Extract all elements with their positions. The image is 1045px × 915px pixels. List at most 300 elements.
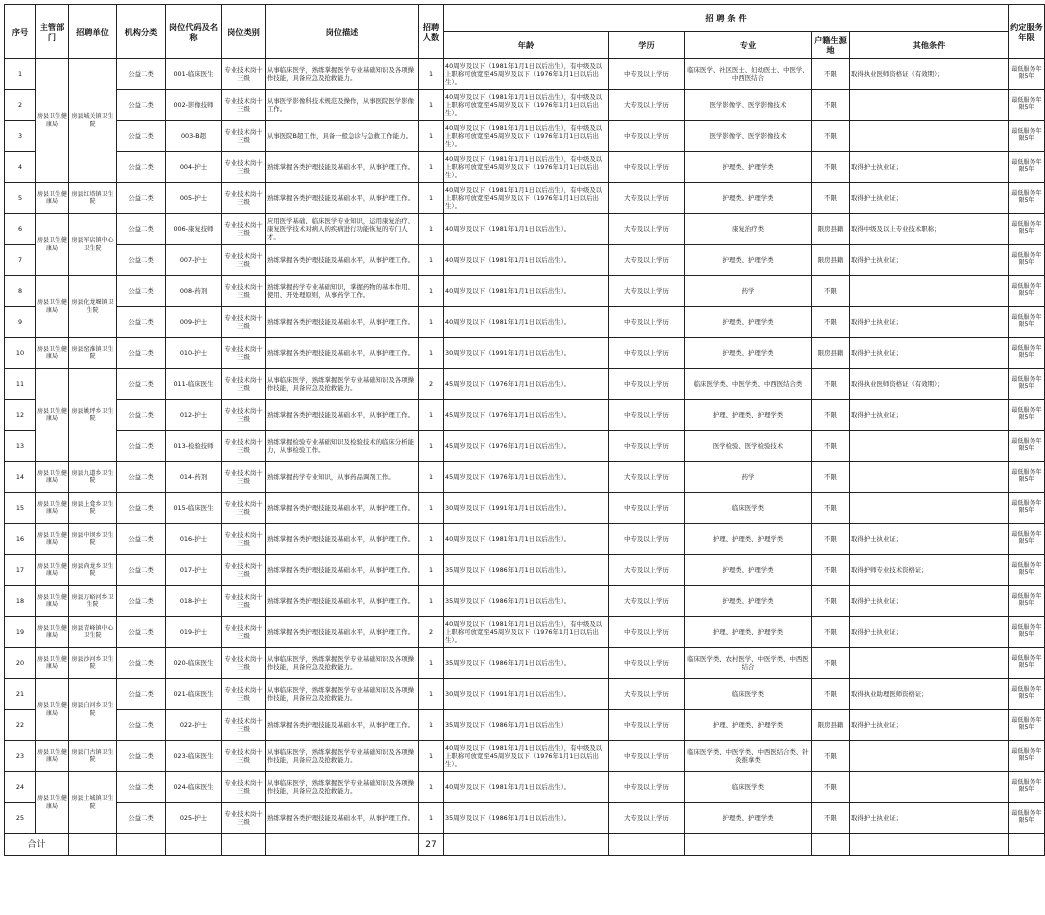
cell-major: 护理、护理类、护理学类 (685, 710, 812, 741)
cell-hukou: 不限 (812, 679, 850, 710)
cell-code: 007-护士 (166, 245, 222, 276)
cell-type: 专业技术岗十三级 (222, 462, 266, 493)
cell-code: 004-护士 (166, 152, 222, 183)
cell-seq: 12 (5, 400, 36, 431)
cell-seq: 15 (5, 493, 36, 524)
header-age: 年龄 (444, 32, 609, 59)
cell-edu: 中专及以上学历 (609, 524, 685, 555)
cell-edu: 大专及以上学历 (609, 245, 685, 276)
cell-edu: 中专及以上学历 (609, 617, 685, 648)
cell-count: 1 (419, 741, 444, 772)
table-row (5, 152, 1045, 183)
table-row (5, 59, 1045, 90)
total-empty-cell (685, 834, 812, 856)
cell-type: 专业技术岗十三级 (222, 121, 266, 152)
cell-type: 专业技术岗十三级 (222, 369, 266, 400)
cell-unit: 房县土城镇卫生院 (69, 772, 117, 834)
cell-service: 最低服务年限5年 (1009, 369, 1045, 400)
header-edu: 学历 (609, 32, 685, 59)
cell-edu: 大专及以上学历 (609, 462, 685, 493)
cell-code: 011-临床医生 (166, 369, 222, 400)
cell-major: 临床医学类 (685, 493, 812, 524)
cell-other: 取得护士执业证； (850, 152, 1009, 183)
cell-unit: 房县九道乡卫生院 (69, 462, 117, 493)
cell-other: 取得护士执业证； (850, 183, 1009, 214)
cell-major: 医学影像学、医学影像技术 (685, 121, 812, 152)
cell-code: 022-护士 (166, 710, 222, 741)
cell-type: 专业技术岗十三级 (222, 59, 266, 90)
cell-count: 1 (419, 276, 444, 307)
table-row (5, 803, 1045, 834)
cell-dept: 房县卫生健康局 (36, 276, 69, 338)
cell-desc: 应用医学基础、临床医学专业知识，运用康复治疗、康复医学技术对病人的疾病进行功能恢复的专门人才。 (266, 214, 419, 245)
cell-count: 1 (419, 121, 444, 152)
cell-hukou: 不限 (812, 59, 850, 90)
cell-dept: 房县卫生健康局 (36, 59, 69, 183)
cell-count: 1 (419, 307, 444, 338)
cell-dept: 房县卫生健康局 (36, 183, 69, 214)
table-row (5, 772, 1045, 803)
cell-major: 临床医学类 (685, 772, 812, 803)
cell-major: 护理类、护理学类 (685, 245, 812, 276)
cell-desc: 熟练掌握检验专业基础知识及检验技术的临床分析能力，从事检验工作。 (266, 431, 419, 462)
cell-category: 公益二类 (117, 586, 166, 617)
cell-type: 专业技术岗十三级 (222, 493, 266, 524)
cell-hukou: 不限 (812, 586, 850, 617)
cell-age: 40周岁及以下（1981年1月1日以后出生），有中级及以上职称可放宽至45周岁及以下（1976年1月1日以后出生）。 (444, 90, 609, 121)
cell-hukou: 不限 (812, 183, 850, 214)
cell-major: 护理类、护理学类 (685, 183, 812, 214)
cell-dept: 房县卫生健康局 (36, 679, 69, 741)
cell-code: 002-影像技师 (166, 90, 222, 121)
cell-dept: 房县卫生健康局 (36, 555, 69, 586)
cell-category: 公益二类 (117, 555, 166, 586)
cell-seq: 4 (5, 152, 36, 183)
cell-edu: 大专及以上学历 (609, 679, 685, 710)
cell-service: 最低服务年限5年 (1009, 493, 1045, 524)
cell-type: 专业技术岗十三级 (222, 648, 266, 679)
cell-seq: 7 (5, 245, 36, 276)
cell-other: 取得护士执业证； (850, 400, 1009, 431)
table-row (5, 276, 1045, 307)
cell-code: 025-护士 (166, 803, 222, 834)
total-row (5, 834, 1045, 856)
cell-edu: 中专及以上学历 (609, 307, 685, 338)
table-row (5, 648, 1045, 679)
cell-dept: 房县卫生健康局 (36, 524, 69, 555)
cell-count: 1 (419, 555, 444, 586)
recruitment-sheet (4, 4, 1045, 856)
cell-seq: 17 (5, 555, 36, 586)
cell-dept: 房县卫生健康局 (36, 741, 69, 772)
cell-unit: 房县青峰镇中心卫生院 (69, 617, 117, 648)
header-hukou: 户籍生源地 (812, 32, 850, 59)
cell-category: 公益二类 (117, 679, 166, 710)
cell-type: 专业技术岗十三级 (222, 276, 266, 307)
cell-service: 最低服务年限5年 (1009, 524, 1045, 555)
header-code: 岗位代码及名称 (166, 5, 222, 59)
cell-dept: 房县卫生健康局 (36, 369, 69, 462)
cell-seq: 6 (5, 214, 36, 245)
cell-category: 公益二类 (117, 276, 166, 307)
header-unit: 招聘单位 (69, 5, 117, 59)
table-row (5, 369, 1045, 400)
cell-desc: 从事临床医学，熟练掌握医学专业基础知识及各项操作技能，具备应急及抢救能力。 (266, 369, 419, 400)
total-empty-cell (117, 834, 166, 856)
cell-dept: 房县卫生健康局 (36, 493, 69, 524)
cell-hukou: 限房县籍 (812, 710, 850, 741)
cell-type: 专业技术岗十三级 (222, 90, 266, 121)
cell-dept: 房县卫生健康局 (36, 648, 69, 679)
cell-service: 最低服务年限5年 (1009, 90, 1045, 121)
cell-other: 取得护士执业证； (850, 338, 1009, 369)
cell-age: 45周岁及以下（1976年1月1日以后出生）。 (444, 462, 609, 493)
cell-type: 专业技术岗十三级 (222, 307, 266, 338)
cell-age: 45周岁及以下（1976年1月1日以后出生）。 (444, 369, 609, 400)
cell-category: 公益二类 (117, 90, 166, 121)
cell-type: 专业技术岗十三级 (222, 338, 266, 369)
cell-code: 010-护士 (166, 338, 222, 369)
header-conditions: 招 聘 条 件 (444, 5, 1009, 32)
cell-service: 最低服务年限5年 (1009, 462, 1045, 493)
table-row (5, 586, 1045, 617)
cell-type: 专业技术岗十三级 (222, 586, 266, 617)
cell-category: 公益二类 (117, 803, 166, 834)
cell-service: 最低服务年限5年 (1009, 679, 1045, 710)
cell-major: 护理、护理类、护理学类 (685, 617, 812, 648)
cell-count: 1 (419, 524, 444, 555)
cell-age: 40周岁及以下（1981年1月1日以后出生）。 (444, 307, 609, 338)
cell-service: 最低服务年限5年 (1009, 648, 1045, 679)
cell-count: 2 (419, 369, 444, 400)
cell-edu: 中专及以上学历 (609, 772, 685, 803)
cell-dept: 房县卫生健康局 (36, 772, 69, 834)
cell-edu: 中专及以上学历 (609, 369, 685, 400)
cell-desc: 从事医院B超工作，具备一般急诊与急救工作能力。 (266, 121, 419, 152)
cell-code: 020-临床医生 (166, 648, 222, 679)
cell-seq: 16 (5, 524, 36, 555)
cell-seq: 3 (5, 121, 36, 152)
cell-age: 35周岁及以下（1986年1月1日以后出生）。 (444, 648, 609, 679)
cell-type: 专业技术岗十三级 (222, 617, 266, 648)
cell-count: 1 (419, 431, 444, 462)
cell-count: 1 (419, 245, 444, 276)
total-empty-cell (222, 834, 266, 856)
cell-hukou: 不限 (812, 400, 850, 431)
table-row (5, 710, 1045, 741)
cell-seq: 14 (5, 462, 36, 493)
cell-dept: 房县卫生健康局 (36, 338, 69, 369)
cell-unit: 房县尚龙乡卫生院 (69, 555, 117, 586)
cell-count: 1 (419, 152, 444, 183)
cell-age: 35周岁及以下（1986年1月1日以后出生）。 (444, 555, 609, 586)
cell-major: 护理类、护理学类 (685, 152, 812, 183)
header-other: 其他条件 (850, 32, 1009, 59)
cell-edu: 中专及以上学历 (609, 710, 685, 741)
cell-unit: 房县窑淮镇卫生院 (69, 338, 117, 369)
total-empty-cell (444, 834, 609, 856)
cell-age: 40周岁及以下（1981年1月1日以后出生），有中级及以上职称可放宽至45周岁及以下（1976年1月1日以后出生）。 (444, 741, 609, 772)
cell-hukou: 不限 (812, 493, 850, 524)
cell-seq: 11 (5, 369, 36, 400)
cell-category: 公益二类 (117, 245, 166, 276)
cell-desc: 从事临床医学，熟练掌握医学专业基础知识及各项操作技能，具备应急及抢救能力。 (266, 772, 419, 803)
cell-desc: 熟练掌握各类护理技能及基础水平，从事护理工作。 (266, 803, 419, 834)
cell-edu: 大专及以上学历 (609, 183, 685, 214)
cell-service: 最低服务年限5年 (1009, 803, 1045, 834)
cell-edu: 中专及以上学历 (609, 493, 685, 524)
cell-code: 014-药剂 (166, 462, 222, 493)
cell-age: 40周岁及以下（1981年1月1日以后出生）。 (444, 524, 609, 555)
cell-code: 016-护士 (166, 524, 222, 555)
cell-major: 临床医学类、中医学类、中西医结合类 (685, 369, 812, 400)
table-row (5, 90, 1045, 121)
cell-category: 公益二类 (117, 214, 166, 245)
cell-age: 45周岁及以下（1976年1月1日以后出生）。 (444, 431, 609, 462)
cell-service: 最低服务年限5年 (1009, 772, 1045, 803)
cell-age: 40周岁及以下（1981年1月1日以后出生），有中级及以上职称可放宽至45周岁及以下（1976年1月1日以后出生）。 (444, 121, 609, 152)
cell-other: 取得执业医师资格证（有效期）； (850, 59, 1009, 90)
cell-desc: 熟练掌握各类护理技能及基础水平，从事护理工作。 (266, 183, 419, 214)
cell-service: 最低服务年限5年 (1009, 431, 1045, 462)
table-row (5, 307, 1045, 338)
cell-code: 015-临床医生 (166, 493, 222, 524)
cell-hukou: 不限 (812, 307, 850, 338)
cell-category: 公益二类 (117, 369, 166, 400)
cell-count: 1 (419, 183, 444, 214)
cell-age: 30周岁及以下（1991年1月1日以后出生）。 (444, 679, 609, 710)
table-row (5, 462, 1045, 493)
cell-type: 专业技术岗十三级 (222, 183, 266, 214)
cell-desc: 熟练掌握药学专业知识，从事药品调剂工作。 (266, 462, 419, 493)
cell-other (850, 493, 1009, 524)
cell-major: 护理、护理类、护理学类 (685, 524, 812, 555)
cell-major: 护理、护理类、护理学类 (685, 400, 812, 431)
table-row (5, 617, 1045, 648)
cell-other: 取得护士执业证； (850, 710, 1009, 741)
cell-other: 取得护士执业证； (850, 524, 1009, 555)
cell-dept: 房县卫生健康局 (36, 617, 69, 648)
cell-seq: 25 (5, 803, 36, 834)
cell-desc: 从事临床医学，熟练掌握医学专业基础知识及各项操作技能，具备应急及抢救能力。 (266, 59, 419, 90)
cell-count: 1 (419, 214, 444, 245)
cell-hukou: 不限 (812, 90, 850, 121)
header-count: 招聘人数 (419, 5, 444, 59)
cell-unit: 房县化龙堰镇卫生院 (69, 276, 117, 338)
cell-seq: 13 (5, 431, 36, 462)
cell-hukou: 不限 (812, 555, 850, 586)
cell-age: 40周岁及以下（1981年1月1日以后出生），有中级及以上职称可放宽至45周岁及以下（1976年1月1日以后出生）。 (444, 152, 609, 183)
cell-hukou: 限房县籍 (812, 338, 850, 369)
header-major: 专业 (685, 32, 812, 59)
cell-service: 最低服务年限5年 (1009, 152, 1045, 183)
cell-edu: 中专及以上学历 (609, 741, 685, 772)
cell-desc: 熟练掌握各类护理技能及基础水平，从事护理工作。 (266, 586, 419, 617)
cell-seq: 22 (5, 710, 36, 741)
cell-other (850, 462, 1009, 493)
cell-seq: 23 (5, 741, 36, 772)
cell-other: 取得执业医师资格证（有效期）； (850, 369, 1009, 400)
cell-major: 护理类、护理学类 (685, 803, 812, 834)
header-type: 岗位类别 (222, 5, 266, 59)
cell-category: 公益二类 (117, 183, 166, 214)
cell-type: 专业技术岗十三级 (222, 679, 266, 710)
cell-age: 40周岁及以下（1981年1月1日以后出生），有中级及以上职称可放宽至45周岁及以下（1976年1月1日以后出生）。 (444, 617, 609, 648)
cell-count: 1 (419, 462, 444, 493)
cell-age: 40周岁及以下（1981年1月1日以后出生）。 (444, 772, 609, 803)
cell-count: 1 (419, 772, 444, 803)
cell-edu: 大专及以上学历 (609, 586, 685, 617)
cell-major: 医学影像学、医学影像技术 (685, 90, 812, 121)
cell-category: 公益二类 (117, 493, 166, 524)
cell-seq: 21 (5, 679, 36, 710)
cell-hukou: 不限 (812, 772, 850, 803)
cell-hukou: 不限 (812, 648, 850, 679)
cell-desc: 熟练掌握各类护理技能及基础水平，从事护理工作。 (266, 400, 419, 431)
cell-seq: 19 (5, 617, 36, 648)
cell-age: 40周岁及以下（1981年1月1日以后出生）。 (444, 276, 609, 307)
cell-other: 取得护士执业证； (850, 617, 1009, 648)
cell-category: 公益二类 (117, 59, 166, 90)
cell-hukou: 不限 (812, 524, 850, 555)
cell-major: 护理类、护理学类 (685, 338, 812, 369)
cell-unit: 房县上龛乡卫生院 (69, 493, 117, 524)
total-empty-cell (850, 834, 1009, 856)
cell-edu: 中专及以上学历 (609, 152, 685, 183)
cell-edu: 大专及以上学历 (609, 803, 685, 834)
cell-desc: 熟练掌握各类护理技能及基础水平，从事护理工作。 (266, 493, 419, 524)
cell-category: 公益二类 (117, 431, 166, 462)
cell-category: 公益二类 (117, 338, 166, 369)
cell-category: 公益二类 (117, 400, 166, 431)
cell-service: 最低服务年限5年 (1009, 121, 1045, 152)
header-seq: 序号 (5, 5, 36, 59)
cell-category: 公益二类 (117, 648, 166, 679)
cell-service: 最低服务年限5年 (1009, 183, 1045, 214)
cell-count: 1 (419, 59, 444, 90)
table-row (5, 741, 1045, 772)
total-count: 27 (419, 834, 444, 856)
cell-seq: 10 (5, 338, 36, 369)
total-empty-cell (609, 834, 685, 856)
table-row (5, 493, 1045, 524)
cell-type: 专业技术岗十三级 (222, 555, 266, 586)
cell-category: 公益二类 (117, 710, 166, 741)
cell-code: 021-临床医生 (166, 679, 222, 710)
cell-age: 35周岁及以下（1986年1月1日以后出生）。 (444, 586, 609, 617)
cell-age: 30周岁及以下（1991年1月1日以后出生）。 (444, 338, 609, 369)
cell-other (850, 741, 1009, 772)
cell-hukou: 不限 (812, 369, 850, 400)
cell-seq: 9 (5, 307, 36, 338)
cell-service: 最低服务年限5年 (1009, 710, 1045, 741)
cell-desc: 熟练掌握各类护理技能及基础水平，从事护理工作。 (266, 245, 419, 276)
cell-type: 专业技术岗十三级 (222, 741, 266, 772)
total-empty-cell (266, 834, 419, 856)
cell-desc: 从事临床医学，熟练掌握医学专业基础知识及各项操作技能，具备应急及抢救能力。 (266, 648, 419, 679)
cell-type: 专业技术岗十三级 (222, 772, 266, 803)
table-row (5, 121, 1045, 152)
cell-type: 专业技术岗十三级 (222, 152, 266, 183)
cell-unit: 房县沙河乡卫生院 (69, 648, 117, 679)
cell-service: 最低服务年限5年 (1009, 400, 1045, 431)
cell-type: 专业技术岗十三级 (222, 214, 266, 245)
header-category: 机构分类 (117, 5, 166, 59)
cell-code: 019-护士 (166, 617, 222, 648)
table-row (5, 245, 1045, 276)
cell-unit: 房县中坝乡卫生院 (69, 524, 117, 555)
cell-desc: 熟练掌握各类护理技能及基础水平，从事护理工作。 (266, 617, 419, 648)
cell-code: 008-药剂 (166, 276, 222, 307)
cell-category: 公益二类 (117, 152, 166, 183)
cell-seq: 2 (5, 90, 36, 121)
cell-unit: 房县白河乡卫生院 (69, 679, 117, 741)
cell-other: 取得护士执业证； (850, 803, 1009, 834)
table-body (5, 59, 1045, 856)
table-row (5, 183, 1045, 214)
cell-type: 专业技术岗十三级 (222, 803, 266, 834)
cell-count: 2 (419, 617, 444, 648)
cell-other: 取得护士执业证； (850, 307, 1009, 338)
cell-desc: 熟练掌握各类护理技能及基础水平，从事护理工作。 (266, 524, 419, 555)
cell-age: 35周岁及以下（1986年1月1日以后出生）。 (444, 803, 609, 834)
cell-hukou: 不限 (812, 121, 850, 152)
cell-type: 专业技术岗十三级 (222, 400, 266, 431)
cell-hukou: 不限 (812, 617, 850, 648)
cell-major: 康复治疗类 (685, 214, 812, 245)
cell-count: 1 (419, 493, 444, 524)
cell-unit: 房县门古镇卫生院 (69, 741, 117, 772)
recruitment-table (4, 4, 1045, 856)
cell-age: 40周岁及以下（1981年1月1日以后出生），有中级及以上职称可放宽至45周岁及以下（1976年1月1日以后出生）。 (444, 59, 609, 90)
cell-hukou: 不限 (812, 276, 850, 307)
header-dept: 主管部门 (36, 5, 69, 59)
cell-edu: 中专及以上学历 (609, 338, 685, 369)
cell-hukou: 限房县籍 (812, 214, 850, 245)
cell-seq: 20 (5, 648, 36, 679)
cell-code: 018-护士 (166, 586, 222, 617)
cell-service: 最低服务年限5年 (1009, 307, 1045, 338)
table-row (5, 214, 1045, 245)
cell-count: 1 (419, 338, 444, 369)
cell-desc: 从事医学影像科技术规范及操作，从事医院医学影像工作。 (266, 90, 419, 121)
cell-major: 药学 (685, 462, 812, 493)
cell-edu: 大专及以上学历 (609, 555, 685, 586)
cell-major: 临床医学类、农村医学、中医学类、中西医结合 (685, 648, 812, 679)
cell-other: 取得护士执业证； (850, 586, 1009, 617)
total-empty-cell (166, 834, 222, 856)
cell-other (850, 276, 1009, 307)
cell-desc: 熟练掌握各类护理技能及基础水平，从事护理工作。 (266, 555, 419, 586)
table-row (5, 400, 1045, 431)
cell-edu: 中专及以上学历 (609, 648, 685, 679)
cell-hukou: 不限 (812, 431, 850, 462)
cell-major: 护理类、护理学类 (685, 586, 812, 617)
cell-desc: 熟练掌握各类护理技能及基础水平，从事护理工作。 (266, 307, 419, 338)
cell-count: 1 (419, 648, 444, 679)
cell-desc: 从事临床医学，熟练掌握医学专业基础知识及各项操作技能，具备应急及抢救能力。 (266, 679, 419, 710)
cell-service: 最低服务年限5年 (1009, 276, 1045, 307)
cell-code: 017-护士 (166, 555, 222, 586)
cell-code: 013-检验技师 (166, 431, 222, 462)
cell-edu: 中专及以上学历 (609, 59, 685, 90)
cell-hukou: 不限 (812, 741, 850, 772)
cell-edu: 中专及以上学历 (609, 431, 685, 462)
cell-hukou: 不限 (812, 152, 850, 183)
table-row (5, 338, 1045, 369)
cell-category: 公益二类 (117, 307, 166, 338)
cell-code: 001-临床医生 (166, 59, 222, 90)
